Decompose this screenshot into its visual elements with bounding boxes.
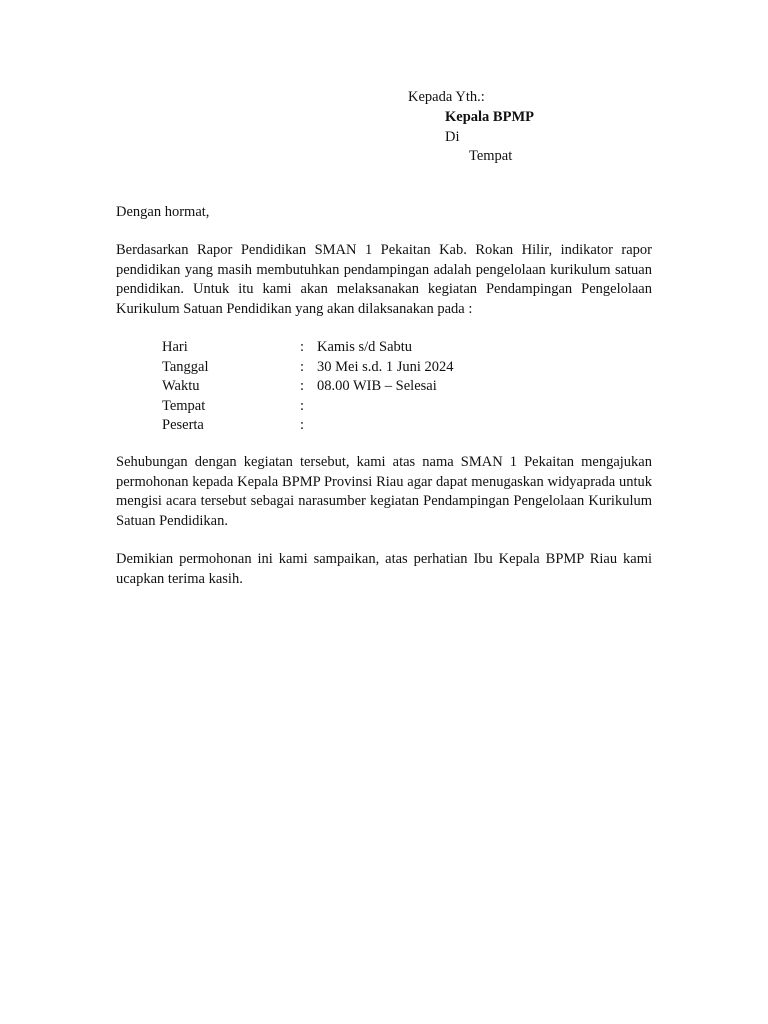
paragraph-request: Sehubungan dengan kegiatan tersebut, kami atas nama SMAN 1 Pekaitan mengajukan permohonan kepada Kepala BPMP Provinsi Riau agar dapat menugaskan widyaprada untuk mengisi acara tersebut sebagai narasumber kegiatan Pendampingan Pengelolaan Kurikulum Satuan Pendidikan. (116, 454, 652, 529)
detail-label: Tanggal (162, 358, 209, 375)
detail-row-waktu (162, 377, 454, 397)
paragraph-intro: Berdasarkan Rapor Pendidikan SMAN 1 Pekaitan Kab. Rokan Hilir, indikator rapor pendidikan yang masih membutuhkan pendampingan adalah pengelolaan kurikulum satuan pendidikan. Untuk itu kami akan melaksanakan kegiatan Pendampingan Pengelolaan Kurikulum Satuan Pendidikan yang akan dilaksanakan pada : (116, 242, 652, 317)
detail-value: Kamis s/d Sabtu (317, 339, 413, 355)
detail-colon: : (300, 397, 305, 414)
detail-colon: : (300, 417, 305, 434)
detail-value: 30 Mei s.d. 1 Juni 2024 (317, 358, 454, 375)
detail-row-hari (162, 338, 454, 358)
detail-label: Hari (162, 339, 188, 355)
detail-label: Peserta (162, 417, 204, 434)
detail-row-peserta (162, 416, 454, 436)
recipient-name: Kepala BPMP (445, 109, 535, 125)
detail-colon: : (300, 378, 305, 395)
event-details (162, 338, 454, 436)
detail-colon: : (300, 339, 305, 355)
paragraph-closing: Demikian permohonan ini kami sampaikan, atas perhatian Ibu Kepala BPMP Riau kami ucapkan terima kasih. (116, 551, 652, 587)
recipient-di: Di (445, 129, 460, 145)
detail-value: 08.00 WIB – Selesai (317, 378, 437, 395)
detail-label: Tempat (162, 397, 206, 414)
greeting: Dengan hormat, (116, 204, 210, 220)
recipient-salutation: Kepada Yth.: (408, 89, 485, 105)
recipient-place: Tempat (469, 148, 513, 164)
detail-colon: : (300, 358, 305, 375)
detail-row-tempat (162, 397, 454, 417)
detail-label: Waktu (162, 378, 200, 395)
detail-row-tanggal (162, 358, 454, 378)
